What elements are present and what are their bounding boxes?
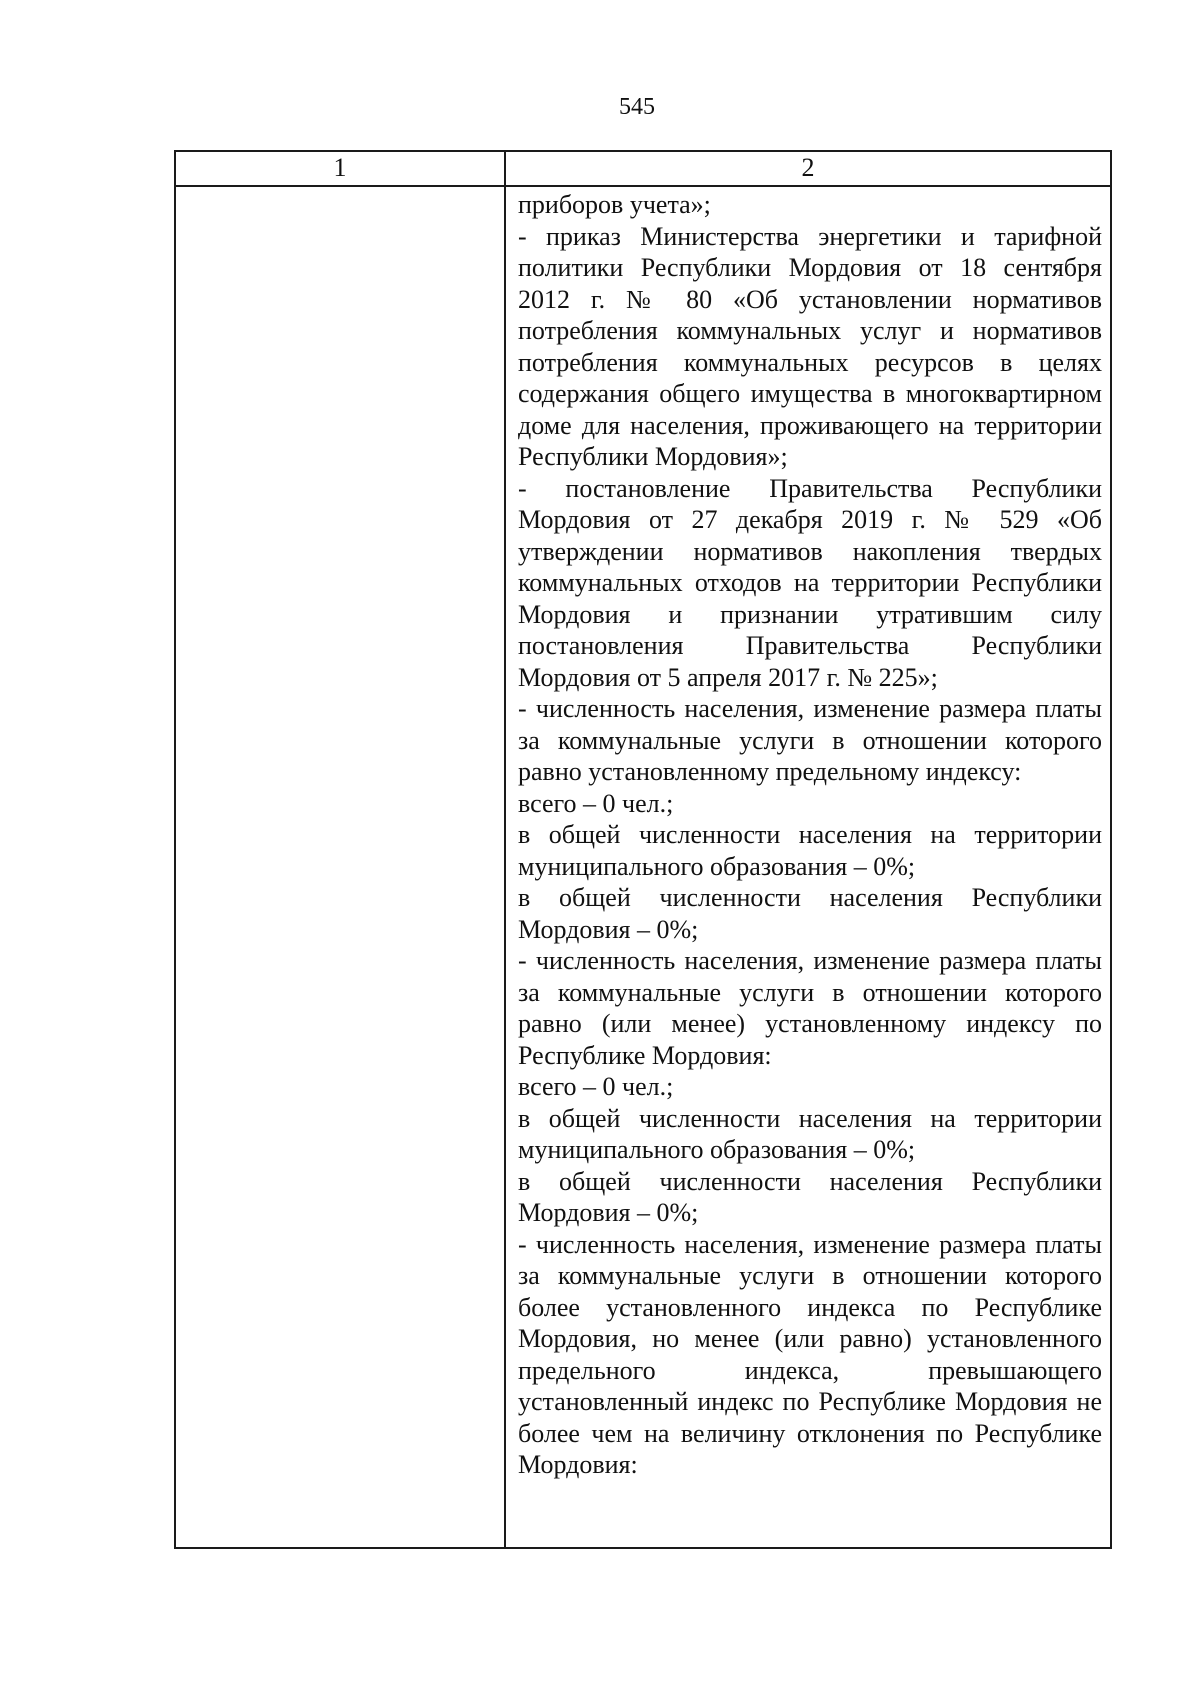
paragraph: всего – 0 чел.; — [518, 1072, 674, 1101]
paragraph: - численность населения, изменение размера платы за коммунальные услуги в отношении которого равно (или менее) установленному индексу по Республике Мордовия: — [518, 946, 1102, 1070]
paragraph: - численность населения, изменение размера платы за коммунальные услуги в отношении которого более установленного индекса по Республике Мордовия, но менее (или равно) установленного предельного индекса, превышающего установленный индекс по Республике Мордовия не более чем на величину отклонения по Республике Мордовия: — [518, 1229, 1102, 1479]
paragraph: всего – 0 чел.; — [518, 788, 674, 818]
column-header-2: 2 — [505, 151, 1111, 186]
column-2-cell — [505, 186, 1111, 1548]
column-header-1: 1 — [175, 151, 505, 186]
table-header-row — [175, 151, 1111, 186]
table-row — [175, 186, 1111, 1548]
paragraph: в общей численности населения Республики Мордовия – 0%; — [518, 1166, 1102, 1227]
column-1-cell — [175, 186, 505, 1548]
page-number: 545 — [619, 94, 655, 120]
paragraph: в общей численности населения на территории муниципального образования – 0%; — [518, 820, 1102, 881]
paragraph: - приказ Министерства энергетики и тарифной политики Республики Мордовия от 18 сентября 2012 г. № 80 «Об установлении нормативов потребления коммунальных услуг и нормативов потребления коммунальных ресурсов в целях содержания общего имущества в многоквартирном доме для населения, проживающего на территории Республики Мордовия»; — [518, 221, 1102, 471]
paragraph: в общей численности населения на территории муниципального образования – 0%; — [518, 1103, 1102, 1164]
paragraph: - численность населения, изменение размера платы за коммунальные услуги в отношении которого равно установленному предельному индексу: — [518, 694, 1102, 786]
paragraph: - постановление Правительства Республики Мордовия от 27 декабря 2019 г. № 529 «Об утверждении нормативов накопления твердых коммунальных отходов на территории Республики Мордовия и признании утратившим силу постановления Правительства Республики Мордовия от 5 апреля 2017 г. № 225»; — [518, 473, 1102, 692]
paragraph: в общей численности населения Республики Мордовия – 0%; — [518, 883, 1102, 944]
document-table — [174, 150, 1112, 1549]
paragraph: приборов учета»; — [518, 190, 711, 219]
